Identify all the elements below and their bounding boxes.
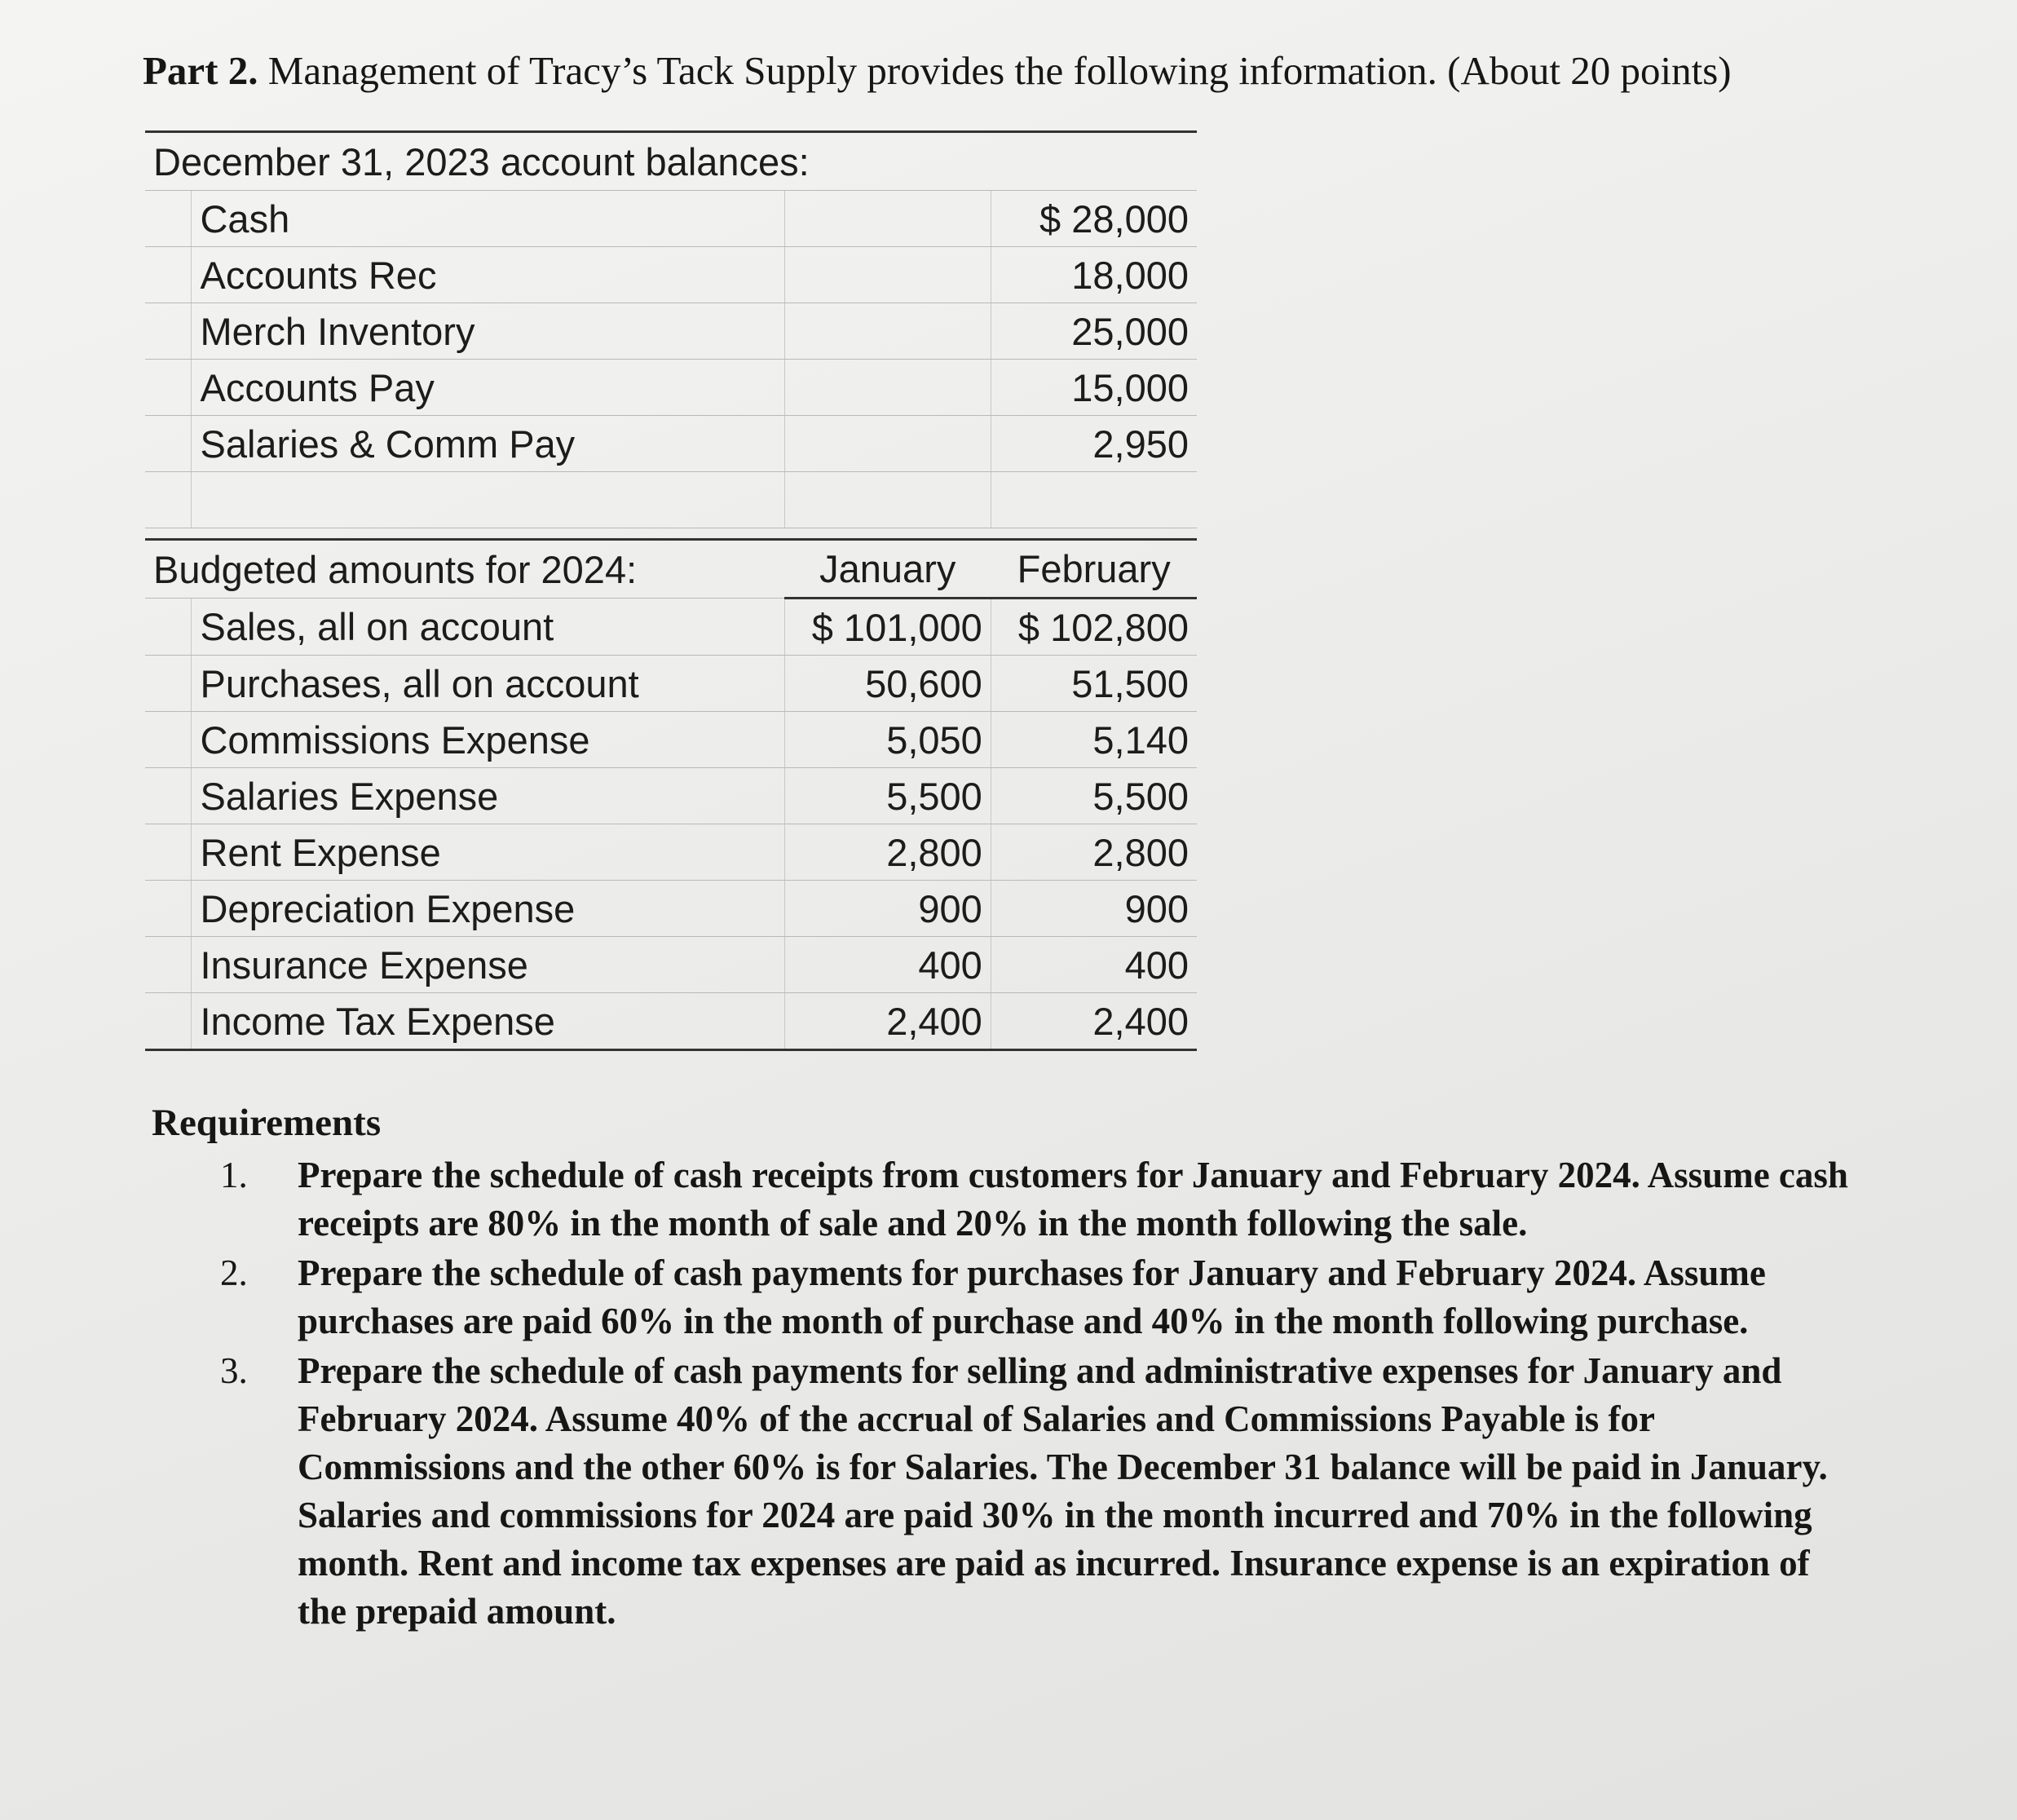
title-text: Management of Tracy’s Tack Supply provides the following information. (About 20 points) <box>267 48 1732 93</box>
balance-value: $ 28,000 <box>991 191 1197 247</box>
column-header-february: February <box>991 540 1197 599</box>
budget-table <box>145 538 1197 1051</box>
blank-row <box>145 472 1197 528</box>
budget-label: Insurance Expense <box>192 937 784 993</box>
budget-label: Commissions Expense <box>192 712 784 768</box>
budget-row <box>145 993 1197 1050</box>
page-title <box>143 47 1732 94</box>
budget-label: Depreciation Expense <box>192 881 784 937</box>
budget-january: 5,500 <box>784 768 991 824</box>
budget-label: Salaries Expense <box>192 768 784 824</box>
budget-row <box>145 881 1197 937</box>
budget-row <box>145 768 1197 824</box>
budget-february: 5,500 <box>991 768 1197 824</box>
budget-row <box>145 824 1197 881</box>
balance-value: 15,000 <box>991 360 1197 416</box>
requirement-text: Prepare the schedule of cash payments for purchases for January and February 2024. Assume purchases are paid 60% in the month of purchase and 40% in the month following purchase. <box>298 1252 1766 1341</box>
budget-heading: Budgeted amounts for 2024: <box>145 540 784 599</box>
requirement-number: 3. <box>220 1350 248 1391</box>
requirement-item <box>220 1151 1867 1248</box>
budget-february: 2,400 <box>991 993 1197 1050</box>
balance-row <box>145 360 1197 416</box>
balance-label: Cash <box>192 191 784 247</box>
balances-heading-row <box>145 132 1197 191</box>
budget-row <box>145 656 1197 712</box>
budget-row <box>145 599 1197 656</box>
budget-february: 400 <box>991 937 1197 993</box>
budget-row <box>145 712 1197 768</box>
requirement-text: Prepare the schedule of cash receipts from customers for January and February 2024. Assume cash receipts are 80% in the month of sale and 20% in the month following the sale. <box>298 1155 1848 1244</box>
budget-january: 2,400 <box>784 993 991 1050</box>
balance-row <box>145 191 1197 247</box>
requirement-text: Prepare the schedule of cash payments for selling and administrative expenses for January and February 2024. Assume 40% of the accrual of Salaries and Commissions Payable is for Commissions and the other 60% is for Salaries. The December 31 balance will be paid in January. Salaries and commissions for 2024 are paid 30% in the month incurred and 70% in the following month. Rent and income tax expenses are paid as incurred. Insurance expense is an expiration of the prepaid amount. <box>298 1350 1828 1632</box>
balance-value: 25,000 <box>991 303 1197 360</box>
budget-january: 5,050 <box>784 712 991 768</box>
budget-label: Rent Expense <box>192 824 784 881</box>
budget-label: Purchases, all on account <box>192 656 784 712</box>
requirement-number: 2. <box>220 1252 248 1293</box>
requirements-list <box>220 1151 1867 1637</box>
budget-january: 900 <box>784 881 991 937</box>
balances-heading: December 31, 2023 account balances: <box>145 132 1197 191</box>
column-header-january: January <box>784 540 991 599</box>
budget-january: $ 101,000 <box>784 599 991 656</box>
balance-row <box>145 303 1197 360</box>
balance-label: Accounts Pay <box>192 360 784 416</box>
balance-label: Salaries & Comm Pay <box>192 416 784 472</box>
account-balances-table <box>145 130 1197 528</box>
budget-label: Income Tax Expense <box>192 993 784 1050</box>
balance-value: 18,000 <box>991 247 1197 303</box>
budget-header-row <box>145 540 1197 599</box>
balance-row <box>145 416 1197 472</box>
budget-february: 2,800 <box>991 824 1197 881</box>
budget-february: 900 <box>991 881 1197 937</box>
budget-february: 51,500 <box>991 656 1197 712</box>
requirement-item <box>220 1249 1867 1345</box>
budget-label: Sales, all on account <box>192 599 784 656</box>
budget-january: 400 <box>784 937 991 993</box>
balance-row <box>145 247 1197 303</box>
budget-february: $ 102,800 <box>991 599 1197 656</box>
budget-february: 5,140 <box>991 712 1197 768</box>
balance-label: Accounts Rec <box>192 247 784 303</box>
title-part: Part 2. <box>143 48 258 93</box>
requirements-heading: Requirements <box>152 1102 382 1144</box>
budget-january: 2,800 <box>784 824 991 881</box>
budget-row <box>145 937 1197 993</box>
requirement-item <box>220 1347 1867 1636</box>
balance-label: Merch Inventory <box>192 303 784 360</box>
requirement-number: 1. <box>220 1155 248 1195</box>
balance-value: 2,950 <box>991 416 1197 472</box>
budget-january: 50,600 <box>784 656 991 712</box>
